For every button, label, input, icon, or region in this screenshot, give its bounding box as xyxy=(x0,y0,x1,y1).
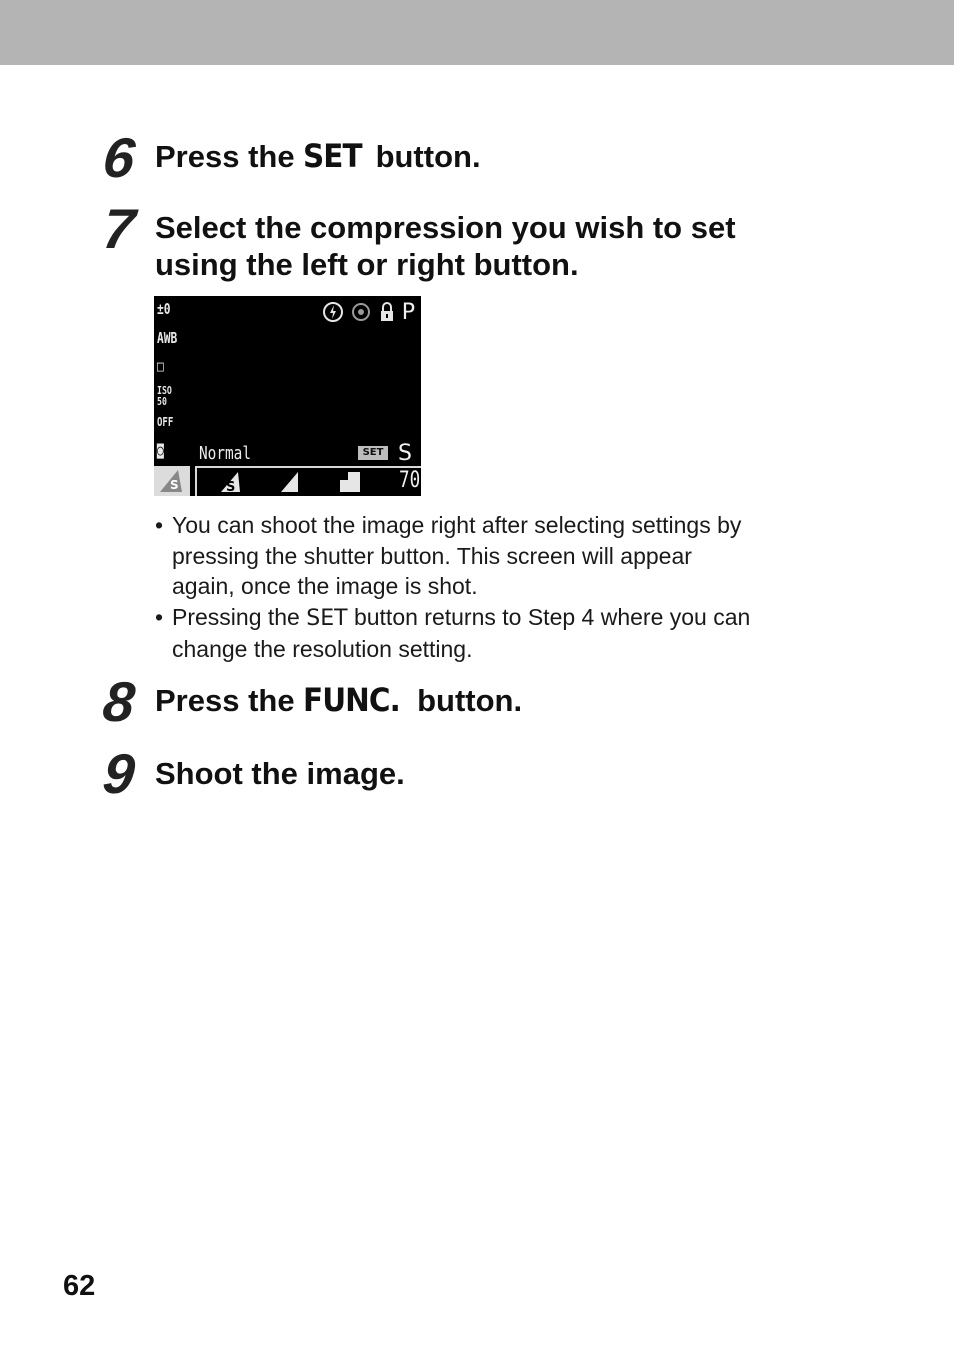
step-number: 9 xyxy=(100,742,138,805)
note-line xyxy=(172,602,845,635)
metering-icon: ◙ xyxy=(157,441,164,459)
note-line: pressing the shutter button. This screen will appear xyxy=(172,542,692,569)
fine-compression-icon xyxy=(278,470,302,494)
step-text-after: button. xyxy=(375,139,481,174)
svg-text:S: S xyxy=(170,478,179,492)
note-line: change the resolution setting. xyxy=(172,636,473,662)
step-text-after: button. xyxy=(417,683,523,718)
exposure-comp-label: ±0 xyxy=(157,300,171,318)
lock-icon xyxy=(378,301,396,323)
notes-list xyxy=(155,510,845,665)
shooting-mode-label: P xyxy=(401,299,415,325)
set-button-symbol: SET xyxy=(303,137,362,175)
step-text-before: Press the xyxy=(155,683,295,718)
status-icons xyxy=(322,300,415,324)
set-badge: SET xyxy=(358,446,388,460)
step-line-2: using the left or right button. xyxy=(155,247,579,282)
step-instruction xyxy=(155,209,835,283)
bullet-dot: • xyxy=(155,603,164,630)
step-line-1: Select the compression you wish to set xyxy=(155,210,736,245)
normal-compression-icon xyxy=(338,470,362,494)
step-instruction: Shoot the image. xyxy=(155,756,405,791)
step-instruction xyxy=(155,682,835,719)
camera-lcd-screenshot xyxy=(154,296,421,496)
red-eye-icon xyxy=(350,301,372,323)
bullet-dot: • xyxy=(155,512,164,538)
note-item xyxy=(155,602,845,665)
step-text-before: Press the xyxy=(155,139,295,174)
drive-mode-icon: □ xyxy=(157,357,164,375)
note-item xyxy=(155,510,845,602)
compression-label: Normal xyxy=(199,443,252,464)
shots-remaining: 70 xyxy=(399,468,421,493)
step-instruction xyxy=(155,138,835,175)
note-line: You can shoot the image right after selecting settings by xyxy=(172,512,742,538)
self-timer-off-label: OFF xyxy=(157,415,174,429)
func-button-symbol: FUNC. xyxy=(303,681,401,719)
compression-selector xyxy=(154,466,421,496)
note-text-after: button returns to Step 4 where you can xyxy=(353,603,751,630)
set-button-symbol: SET xyxy=(306,605,348,631)
selected-compression-cell xyxy=(154,466,190,496)
note-text-before: Pressing the xyxy=(172,603,300,630)
flash-off-icon xyxy=(322,301,344,323)
step-number: 7 xyxy=(100,197,138,260)
resolution-size-label: S xyxy=(398,441,412,466)
superfine-icon xyxy=(154,466,190,496)
superfine-compression-icon xyxy=(218,470,244,494)
step-number: 8 xyxy=(100,670,138,733)
iso-label: ISO 50 xyxy=(157,384,172,408)
step-number: 6 xyxy=(100,126,138,189)
page-number: 62 xyxy=(63,1270,96,1302)
white-balance-label: AWB xyxy=(157,329,178,347)
svg-text:S: S xyxy=(226,480,236,494)
note-line: again, once the image is shot. xyxy=(172,573,478,599)
header-bar xyxy=(0,0,954,65)
